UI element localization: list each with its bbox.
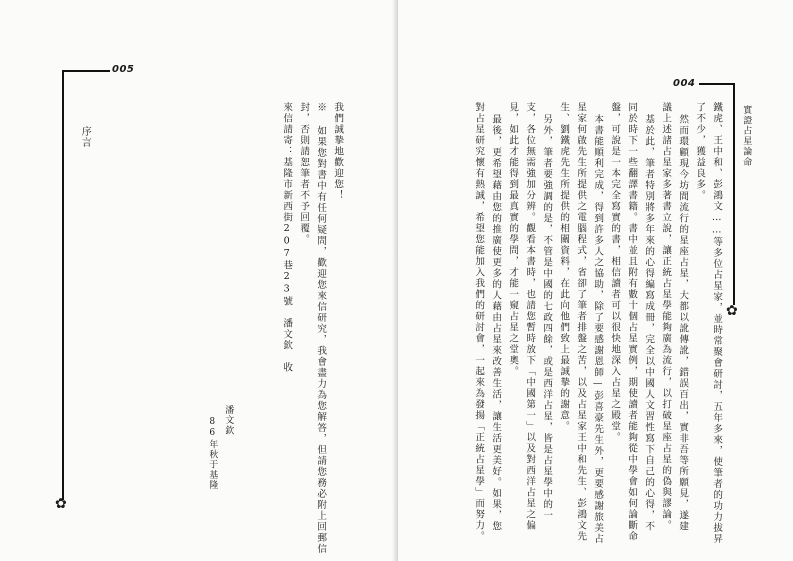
- body-line: 議上述諸占星家多著書立說，讓正統占星學能夠廣為流行，以打破星座占星的偽與謬論。: [660, 102, 672, 531]
- body-line: ※ 如果您對書中有任何疑問，歡迎您來信研究，我會盡力為您解答，但請您務必附上回郵信: [315, 102, 327, 555]
- margin-rule: [62, 70, 64, 500]
- flower-ornament-icon: ✿: [55, 496, 67, 512]
- page-number-rule: [63, 70, 110, 72]
- running-head: 實證占星論命: [741, 105, 752, 168]
- body-line: 見，如此才能得到最真實的學問，才能一窺占星之堂奧。: [507, 102, 519, 377]
- body-line: 生、劉鐵虎先生所提供的相關資料，在此向他們致上最誠摯的謝意。: [558, 102, 570, 432]
- body-line: 最後，更希望藉由您的推廣使更多的人藉由占星來改善生活，讓生活更美好。如果，您: [490, 114, 502, 532]
- body-line: 來信請寄：基隆市新西街207巷23號 潘文欽 收: [281, 102, 293, 373]
- left-page: [0, 0, 396, 561]
- flower-ornament-icon: ✿: [726, 303, 738, 319]
- body-line: 我們誠摯地歡迎您！: [332, 102, 344, 201]
- body-line: 同於時下一些翻譯書籍。書中並且附有數十個占星實例，期使讀者能夠從中學會如何論斷命: [626, 102, 638, 542]
- body-line: 盤，可說是一本完全寫實的書，相信讀者可以很快地深入占星之殿堂。: [609, 102, 621, 443]
- body-line: 封，否則請恕筆者不予回覆。: [298, 102, 310, 245]
- body-line: 了不少，獲益良多。: [694, 102, 706, 201]
- body-line: 星家何啟先生所提供之電腦程式，省卻了筆者排盤之苦，以及占星家王中和先生、彭鴻文先: [575, 102, 587, 542]
- body-line: 支，各位無需強加分辨。觀看本書時，也請您暫時放下「中國第一」以及對西洋占星之偏: [524, 102, 536, 531]
- right-page: [398, 0, 793, 561]
- signature-name: 潘文欽: [223, 405, 234, 436]
- signature-date: 86年秋于基隆: [207, 417, 218, 491]
- page-number: 005: [112, 64, 135, 75]
- page-number: 004: [673, 78, 696, 89]
- body-line: 另外，筆者要強調的是，不管是中國的七政四餘，或是西洋占星，皆是占星學中的一: [541, 114, 553, 521]
- body-line: 鐵虎、王中和、彭鴻文……等多位占星家，並時常聚會研討，五年多來，使筆者的功力拔昇: [711, 102, 723, 545]
- running-head: 序言: [79, 126, 91, 149]
- page-number-rule: [699, 83, 734, 85]
- body-line: 本書能順利完成，得到許多人之協助，除了要感謝恩師—彭喜豪先生外，更要感謝旅美占: [592, 114, 604, 545]
- margin-rule: [733, 83, 735, 305]
- body-line: 對占星研究懷有熱誠，希望您能加入我們的研討會，一起來為發揚「正統占星學」而努力。: [473, 102, 485, 542]
- body-line: 基於此，筆者特別將多年來的心得編寫成冊，完全以中國人文習性寫下自己的心得，不: [643, 114, 655, 532]
- body-line: 然而環顧現今坊間流行的星座占星，大都以訛傳訛，錯誤百出，實非吾等所願見，遂建: [677, 114, 689, 532]
